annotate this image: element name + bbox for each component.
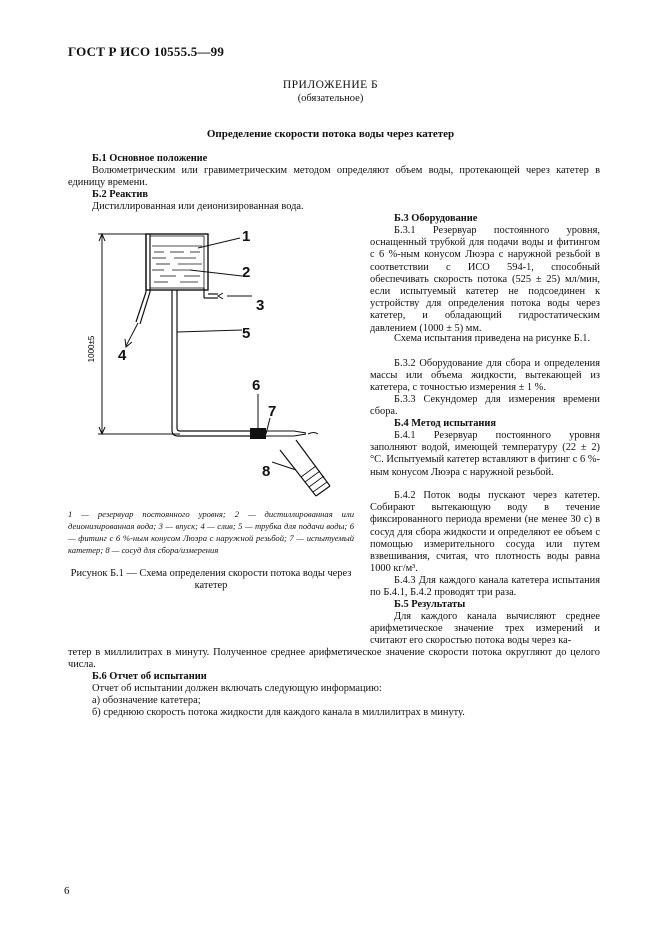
overflow-drain [136,234,150,324]
collecting-vessel [280,440,330,496]
figure-label-6: 6 [252,377,261,394]
figure-label-5: 5 [242,325,251,342]
section-b4-1: Б.4.1 Резервуар постоянного уровня заполняют водой, имеющей температуру (22 ± 2) °С. Испытуемый катетер вставляют в фитинг с 6 %-ным конусом Люэра с наружной резьбой. [370,430,600,478]
figure-legend: 1 — резервуар постоянного уровня; 2 — дистиллированная или деионизированная вода; 3 — впуск; 4 — слив; 5 — трубка для подачи воды; 6 — фитинг с 6 %-ным конусом Люэра с наружной резьбой; 7 — испытуемый катетер; 8 — сосуд для сбора/измерения [68,509,354,555]
section-b6-item-a: а) обозначение катетера; [92,695,201,706]
supply-tube [172,290,250,436]
section-b6-heading: Б.6 Отчет об испытании [92,671,207,682]
figure-label-3: 3 [256,297,265,314]
catheter [266,431,318,436]
vessel-liquid [301,466,327,492]
leader-lines [125,238,296,470]
annex-note: (обязательное) [297,93,364,104]
main-title: Определение скорости потока воды через катетер [206,128,455,140]
luer-fitting [250,428,266,439]
section-b5-heading: Б.5 Результаты [394,599,466,610]
dimension-label: 1000±5 [87,335,96,363]
section-b4-heading: Б.4 Метод испытания [394,418,496,429]
figure-label-4: 4 [118,347,127,364]
section-b4-2: Б.4.2 Поток воды пускают через катетер. Собирают вытекающую воду в течение фиксированного периода времени (не менее 30 с) в сосуд для сбора жидкости и определяют ее объем с помощью измерительного сосуда или путем взвешивания, считая, что плотность воды равна 1000 кг/м³. [370,490,600,575]
section-b2-text: Дистиллированная или деионизированная вода. [92,201,304,212]
figure-label-7: 7 [268,403,277,420]
section-b3-heading: Б.3 Оборудование [394,213,478,224]
section-b3-1b: Схема испытания приведена на рисунке Б.1. [394,333,591,344]
section-b1-text: Волюметрическим или гравиметрическим методом определяют объем воды, протекающей через катетер в единицу времени. [68,165,600,189]
page-number: 6 [64,885,70,897]
section-b6-text: Отчет об испытании должен включать следующую информацию: [92,683,382,694]
section-b1-heading: Б.1 Основное положение [92,153,208,164]
figure-label-1: 1 [242,228,251,245]
annex-title: ПРИЛОЖЕНИЕ Б [282,79,379,91]
water [152,246,202,282]
section-b5-text-a: Для каждого канала вычисляют среднее арифметическое значение трех измерений и считают его скоростью потока воды через ка- [370,611,600,647]
document-code: ГОСТ Р ИСО 10555.5—99 [68,44,225,59]
section-b2-heading: Б.2 Реактив [92,189,148,200]
test-setup-figure [80,214,350,504]
figure-label-8: 8 [262,463,271,480]
figure-label-2: 2 [242,264,251,281]
section-b6-item-b: б) среднюю скорость потока жидкости для каждого канала в миллилитрах в минуту. [92,707,465,718]
section-b3-1: Б.3.1 Резервуар постоянного уровня, оснащенный трубкой для подачи воды и фитингом с 6 %-ным конусом Люэра с наружной резьбой в соответствии с ИСО 594-1, способный обеспечивать скорость потока (525 ± 25) мл/мин, если испытуемый катетер не подсоединен к устройству для определения потока воды через катетер, и обладающий гидростатическим давлением (1000 ± 5) мм. [370,225,600,334]
figure-caption: Рисунок Б.1 — Схема определения скорости потока воды через катетер [70,568,352,592]
section-b3-2: Б.3.2 Оборудование для сбора и определения массы или объема жидкости, вытекающей из катетера, с точностью измерения ± 1 %. [370,358,600,394]
section-b5-text-b: тетер в миллилитрах в минуту. Полученное среднее арифметическое значение скорости потока округляют до целого числа. [68,647,600,671]
section-b3-3: Б.3.3 Секундомер для измерения времени сбора. [370,394,600,418]
section-b4-3: Б.4.3 Для каждого канала катетера испытания по Б.4.1, Б.4.2 проводят три раза. [370,575,600,599]
